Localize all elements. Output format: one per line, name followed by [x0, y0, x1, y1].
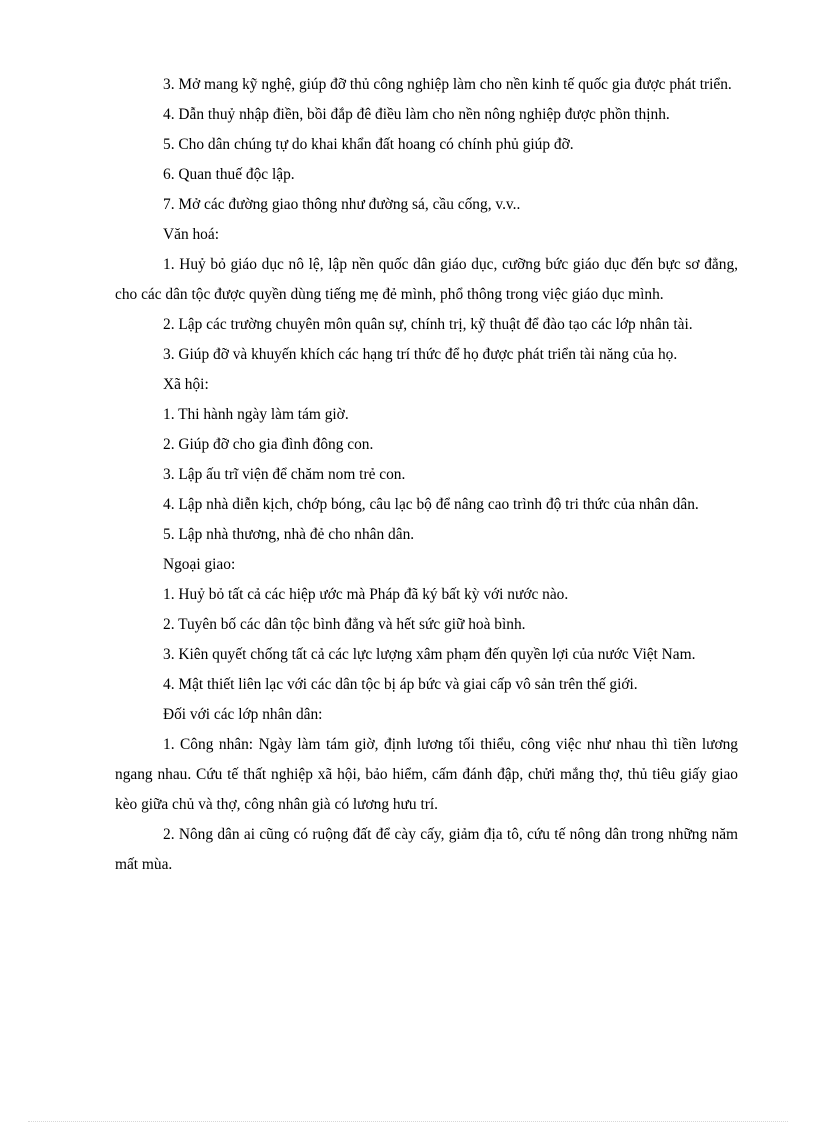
- paragraph: 5. Lập nhà thương, nhà đẻ cho nhân dân.: [163, 526, 415, 543]
- paragraph: 7. Mở các đường giao thông như đường sá, cầu cống, v.v..: [163, 196, 521, 213]
- paragraph: 4. Mật thiết liên lạc với các dân tộc bị áp bức và giai cấp vô sản trên thế giới.: [163, 676, 638, 693]
- paragraph: 3. Giúp đỡ và khuyến khích các hạng trí thức để họ được phát triển tài năng của họ.: [163, 346, 678, 363]
- paragraph: 1. Thi hành ngày làm tám giờ.: [163, 406, 349, 423]
- paragraph: 4. Dẫn thuỷ nhập điền, bồi đắp đê điều làm cho nền nông nghiệp được phồn thịnh.: [163, 106, 670, 123]
- paragraph: 1. Huỷ bỏ tất cả các hiệp ước mà Pháp đã ký bất kỳ với nước nào.: [163, 586, 569, 603]
- page-bottom-divider: [28, 1121, 788, 1122]
- paragraph: 2. Nông dân ai cũng có ruộng đất để cày cấy, giảm địa tô, cứu tế nông dân trong những năm mất mùa.: [115, 826, 738, 873]
- paragraph: 2. Giúp đỡ cho gia đình đông con.: [163, 436, 374, 453]
- paragraph: 3. Mở mang kỹ nghệ, giúp đỡ thủ công nghiệp làm cho nền kinh tế quốc gia được phát triển.: [163, 76, 732, 93]
- paragraph: 3. Kiên quyết chống tất cả các lực lượng xâm phạm đến quyền lợi của nước Việt Nam.: [163, 646, 696, 663]
- section-heading: Đối với các lớp nhân dân:: [163, 706, 323, 723]
- paragraph: 1. Huỷ bỏ giáo dục nô lệ, lập nền quốc dân giáo dục, cưỡng bức giáo dục đến bực sơ đẳng, cho các dân tộc được quyền dùng tiếng mẹ đẻ mình, phổ thông trong việc giáo dục mình.: [115, 256, 738, 303]
- paragraph: 4. Lập nhà diễn kịch, chớp bóng, câu lạc bộ để nâng cao trình độ tri thức của nhân dân.: [163, 496, 699, 513]
- paragraph: 3. Lập ấu trĩ viện để chăm nom trẻ con.: [163, 466, 406, 483]
- section-heading: Xã hội:: [163, 376, 209, 393]
- paragraph: 1. Công nhân: Ngày làm tám giờ, định lương tối thiểu, công việc như nhau thì tiền lương ngang nhau. Cứu tế thất nghiệp xã hội, bảo hiểm, cấm đánh đập, chửi mắng thợ, thủ tiêu giấy giao kèo giữa chủ và thợ, công nhân già có lương hưu trí.: [115, 736, 738, 813]
- section-heading: Ngoại giao:: [163, 556, 236, 573]
- paragraph: 2. Tuyên bố các dân tộc bình đẳng và hết sức giữ hoà bình.: [163, 616, 526, 633]
- section-heading: Văn hoá:: [163, 226, 219, 243]
- paragraph: 2. Lập các trường chuyên môn quân sự, chính trị, kỹ thuật để đào tạo các lớp nhân tài.: [163, 316, 693, 333]
- paragraph: 6. Quan thuế độc lập.: [163, 166, 295, 183]
- document-page: [115, 70, 738, 880]
- paragraph: 5. Cho dân chúng tự do khai khẩn đất hoang có chính phủ giúp đỡ.: [163, 136, 574, 153]
